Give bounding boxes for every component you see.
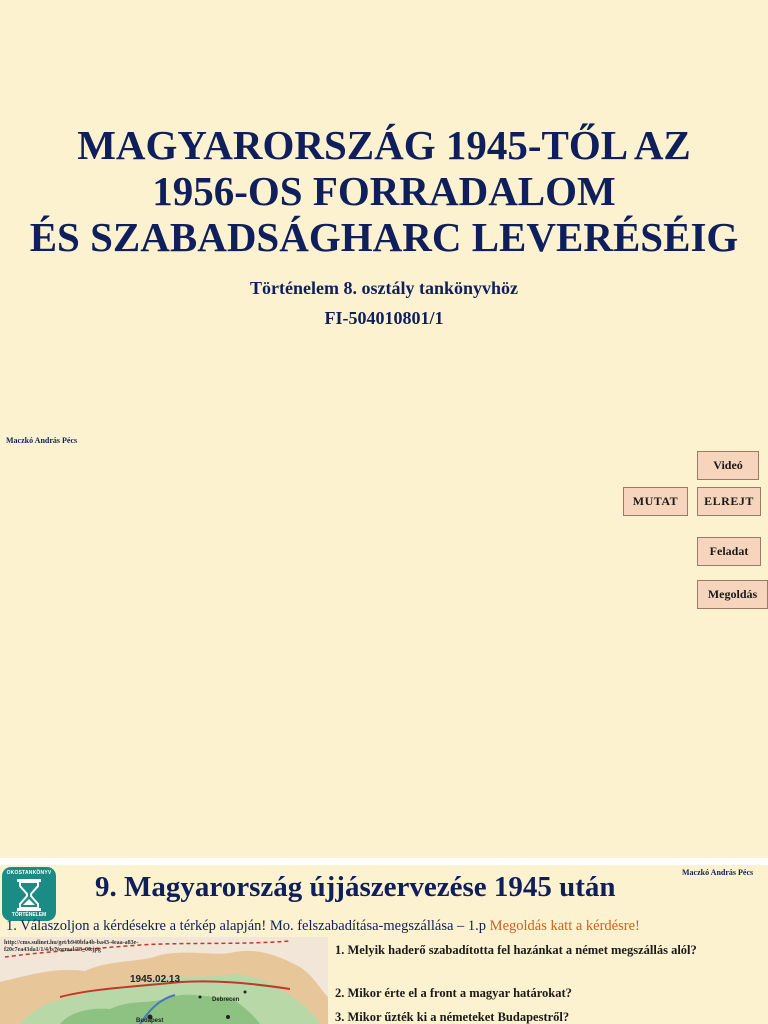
hourglass-icon [16, 878, 42, 912]
solution-button[interactable]: Megoldás [697, 580, 768, 609]
task-text: 1. Válaszoljon a kérdésekre a térkép alapján! Mo. felszabadítása-megszállása – 1.p [6, 918, 487, 934]
question-1[interactable]: 1. Melyik haderő szabadította fel hazánkat a német megszállás alól? [335, 943, 697, 957]
document-code: FI-504010801/1 [324, 308, 444, 328]
logo-bottom-text: TÖRTÉNELEM [11, 912, 47, 918]
main-title-line-2: 1956-OS FORRADALOM [152, 168, 616, 214]
main-title [0, 122, 768, 260]
main-title-line-1: MAGYARORSZÁG 1945-TŐL AZ [77, 122, 691, 168]
section-title: 9. Magyarország újjászervezése 1945 után [95, 871, 616, 903]
subtitle: Történelem 8. osztály tankönyvhöz [250, 278, 518, 298]
map-source-url[interactable]: http://cms.sulinet.hu/get/b940bfa4b-ba43-4eaa-a83e-f20c7ea43da1/1/4/b/Normal/38_00.jpg [4, 940, 139, 953]
hide-button[interactable]: ELREJT [697, 487, 761, 516]
front-map [0, 937, 328, 1024]
author-credit: Maczkó András Pécs [6, 436, 78, 445]
solution-link[interactable]: Megoldás katt a kérdésre! [489, 918, 640, 934]
main-title-line-3: ÉS SZABADSÁGHARC LEVERÉSÉIG [29, 214, 739, 260]
map-date-label: 1945.02.13 [130, 974, 181, 985]
map-town-label: Debrecen [212, 997, 240, 1003]
author-credit-2: Maczkó András Pécs [682, 868, 754, 877]
logo-top-text: OKOSTANKÖNYV [6, 870, 52, 876]
question-2[interactable]: 2. Mikor érte el a front a magyar határokat? [335, 986, 572, 1000]
map-city-label: Budapest [136, 1018, 164, 1024]
okostankonyv-logo [2, 867, 56, 921]
video-button[interactable]: Videó [697, 451, 759, 480]
slide-divider [0, 858, 768, 865]
task-instruction [6, 918, 640, 935]
question-3[interactable]: 3. Mikor űzték ki a németeket Budapestről? [335, 1010, 570, 1024]
task-button[interactable]: Feladat [697, 537, 761, 566]
show-button[interactable]: MUTAT [623, 487, 688, 516]
content-slide [0, 865, 768, 1024]
